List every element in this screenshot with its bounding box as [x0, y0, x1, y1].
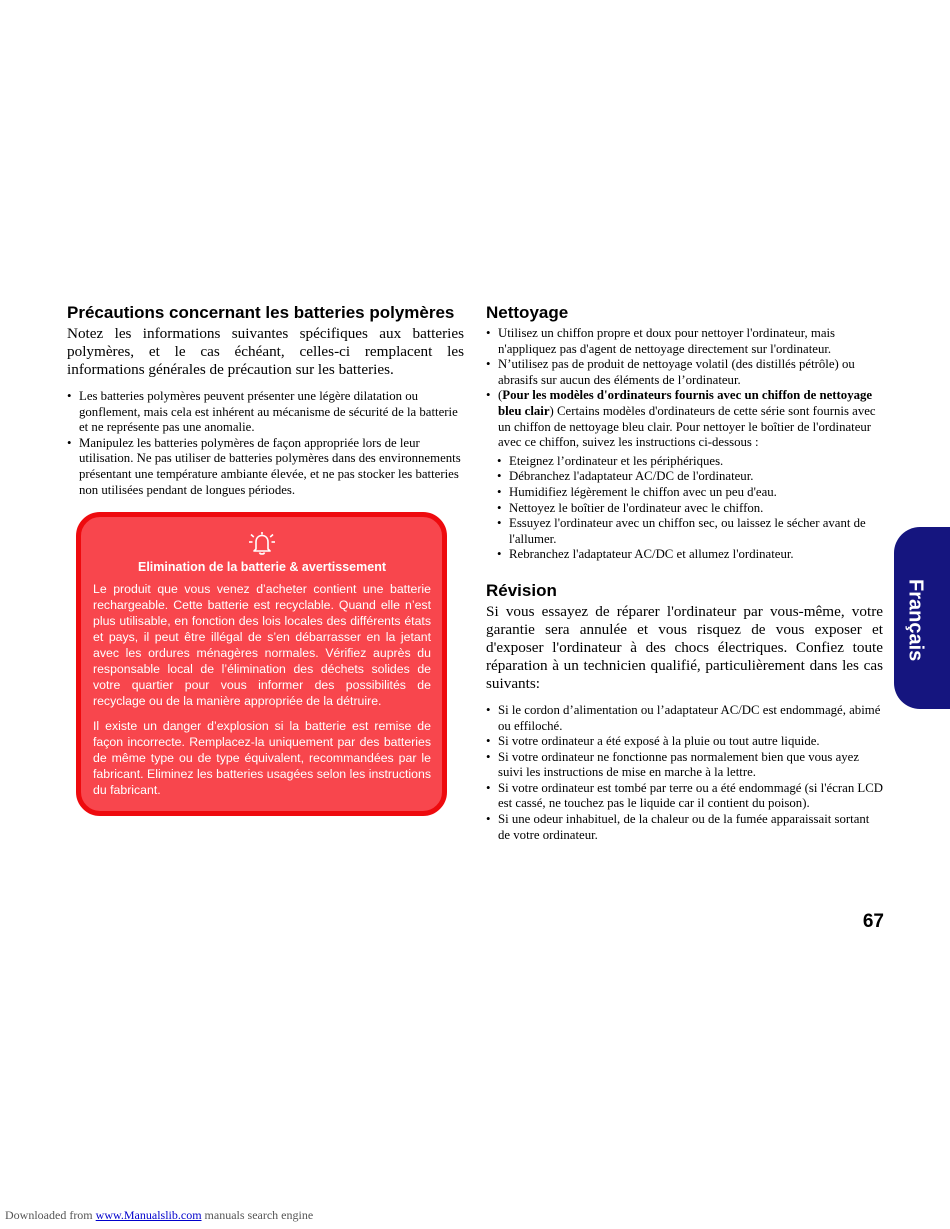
- list-item: • Eteignez l’ordinateur et les périphériques.: [486, 454, 883, 470]
- list-item: • Nettoyez le boîtier de l'ordinateur avec le chiffon.: [486, 501, 883, 517]
- manualslib-link[interactable]: www.Manualslib.com: [95, 1208, 202, 1222]
- left-column: [67, 303, 464, 498]
- revision-heading: Révision: [486, 580, 557, 600]
- battery-precautions-heading: Précautions concernant les batteries polymères: [67, 303, 455, 322]
- cleaning-list: [486, 326, 883, 451]
- list-item: • Si votre ordinateur ne fonctionne pas normalement bien que vous ayez suivi les instructions de mise en marche à la lettre.: [486, 750, 883, 781]
- list-item: • N’utilisez pas de produit de nettoyage volatil (des distillés pétrôle) ou abrasifs sur aucun des éléments de l’ordinateur.: [486, 357, 883, 388]
- revision-list: [486, 703, 883, 843]
- battery-warning-paragraph: Il existe un danger d’explosion si la batterie est remise de façon incorrecte. Remplacez-la uniquement par des batteries de même type ou de type équivalent, recommandées par le fabricant. Eliminez les batteries usagées selon les instructions du fabricant.: [93, 719, 431, 797]
- list-item: • Si votre ordinateur a été exposé à la pluie ou tout autre liquide.: [486, 734, 883, 750]
- page-number: 67: [862, 911, 884, 932]
- footer: [5, 1208, 313, 1223]
- list-item: • Si une odeur inhabituel, de la chaleur ou de la fumée apparaissait sortant de votre ordinateur.: [486, 812, 883, 843]
- cloth-models-note: Pour les modèles d'ordinateurs fournis avec un chiffon de nettoyage bleu clair: [498, 388, 873, 418]
- battery-warning-box: [76, 512, 447, 816]
- alarm-bell-icon: [244, 529, 280, 557]
- list-item: • Utilisez un chiffon propre et doux pour nettoyer l'ordinateur, mais n'appliquez pas d'agent de nettoyage directement sur l'ordinateur.: [486, 326, 883, 357]
- language-tab-label: Français: [904, 578, 927, 662]
- list-item: • Débranchez l'adaptateur AC/DC de l'ordinateur.: [486, 469, 883, 485]
- revision-intro: Si vous essayez de réparer l'ordinateur par vous-même, votre garantie sera annulée et vous risquez de vous exposer et d'exposer l'ordinateur à des chocs électriques. Confiez toute réparation à un technicien qualifié, particulièrement dans les cas suivants:: [486, 602, 883, 692]
- list-item: • Si votre ordinateur est tombé par terre ou a été endommagé (si l'écran LCD est cassé, ne touchez pas le liquide car il contient du poison).: [486, 781, 883, 812]
- cleaning-steps-list: [486, 454, 883, 563]
- battery-warning-title: Elimination de la batterie & avertissement: [138, 560, 386, 574]
- list-item: • Rebranchez l'adaptateur AC/DC et allumez l'ordinateur.: [486, 547, 883, 563]
- list-item: [486, 388, 883, 450]
- battery-precautions-intro: Notez les informations suivantes spécifiques aux batteries polymères, et le cas échéant, celles-ci remplacent les informations générales de précaution sur les batteries.: [67, 325, 464, 378]
- list-item: • Manipulez les batteries polymères de façon appropriée lors de leur utilisation. Ne pas utiliser de batteries polymères dans des environnements présentant une température ambiante élevée, et ne pas stocker les batteries non utilisées pendant de longues périodes.: [67, 436, 464, 498]
- footer-prefix: Downloaded from: [5, 1208, 93, 1222]
- right-column: [486, 303, 883, 843]
- list-item: • Essuyez l'ordinateur avec un chiffon sec, ou laissez le sécher avant de l'allumer.: [486, 516, 883, 547]
- list-item: • Humidifiez légèrement le chiffon avec un peu d'eau.: [486, 485, 883, 501]
- battery-precautions-list: [67, 389, 464, 498]
- list-item: • Si le cordon d’alimentation ou l’adaptateur AC/DC est endommagé, abimé ou effiloché.: [486, 703, 883, 734]
- cleaning-heading: Nettoyage: [486, 303, 569, 322]
- battery-warning-paragraph: Le produit que vous venez d’acheter contient une batterie rechargeable. Cette batterie est recyclable. Quand elle n’est plus utilisable, en fonction des lois locales des différents états et pays, il peut être illégal de s’en débarrasser en la jetant avec les ordures ménagères normales. Vérifiez auprès du responsable local de l’élimination des déchets solides de votre quartier pour vous informer des possibilités de recyclage ou de la manière appropriée de la détruire.: [93, 582, 431, 708]
- footer-suffix: manuals search engine: [204, 1208, 314, 1222]
- list-item: • Les batteries polymères peuvent présenter une légère dilatation ou gonflement, mais cela est inhérent au mécanisme de sécurité de la batterie et ne représente pas une anomalie.: [67, 389, 464, 436]
- cloth-note-text: ) Certains modèles d'ordinateurs de cette série sont fournis avec un chiffon de nettoyage bleu clair. Pour nettoyer le boîtier de l'ordinateur avec ce chiffon, suivez les instructions ci-dessous :: [498, 403, 876, 450]
- cloth-note-open: (: [498, 388, 503, 403]
